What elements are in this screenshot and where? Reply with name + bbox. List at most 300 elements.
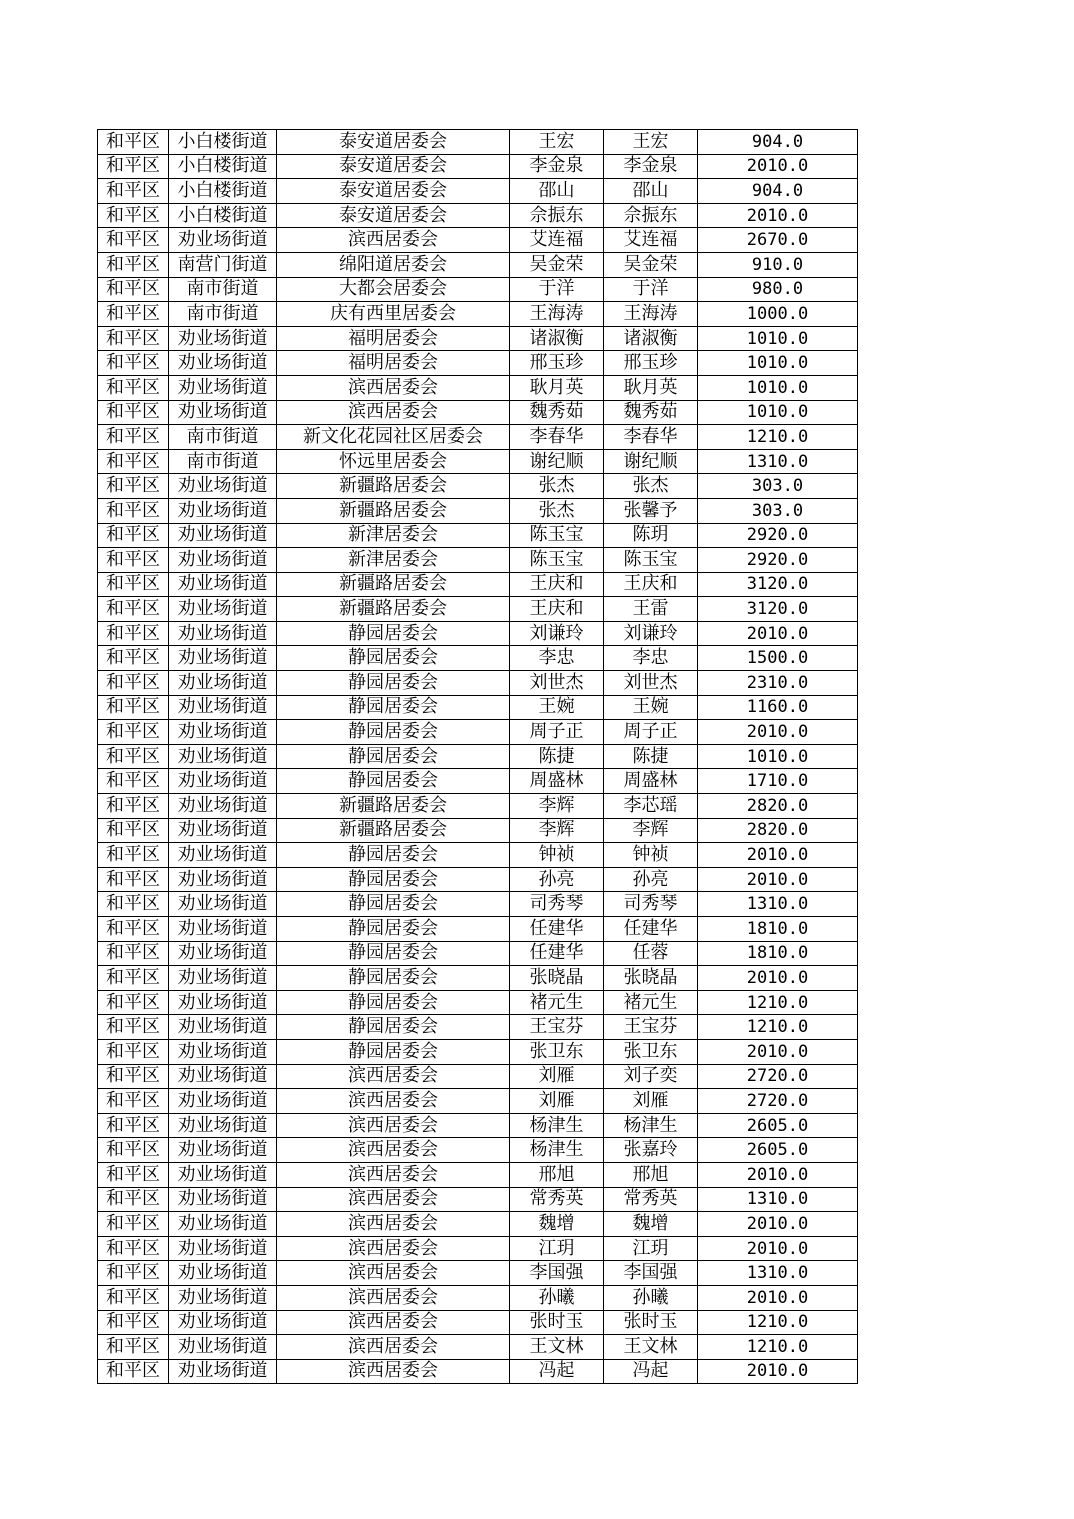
street-cell: 劝业场街道	[169, 1359, 277, 1384]
street-cell: 劝业场街道	[169, 621, 277, 646]
street-cell: 小白楼街道	[169, 203, 277, 228]
table-row	[98, 695, 858, 720]
street-cell: 劝业场街道	[169, 1089, 277, 1114]
household-head-cell: 李忠	[510, 646, 604, 671]
district-cell: 和平区	[98, 917, 169, 942]
amount-cell: 1160.0	[698, 695, 858, 720]
member-cell: 魏秀茹	[604, 400, 698, 425]
table-row	[98, 154, 858, 179]
table-row	[98, 1089, 858, 1114]
street-cell: 劝业场街道	[169, 400, 277, 425]
table-row	[98, 179, 858, 204]
table-row	[98, 498, 858, 523]
street-cell: 劝业场街道	[169, 1138, 277, 1163]
street-cell: 劝业场街道	[169, 572, 277, 597]
member-cell: 任蓉	[604, 941, 698, 966]
amount-cell: 3120.0	[698, 597, 858, 622]
household-head-cell: 刘雁	[510, 1089, 604, 1114]
household-head-cell: 刘雁	[510, 1064, 604, 1089]
district-cell: 和平区	[98, 523, 169, 548]
household-head-cell: 张杰	[510, 498, 604, 523]
committee-cell: 泰安道居委会	[277, 179, 510, 204]
committee-cell: 静园居委会	[277, 917, 510, 942]
district-cell: 和平区	[98, 375, 169, 400]
street-cell: 劝业场街道	[169, 375, 277, 400]
member-cell: 王文林	[604, 1335, 698, 1360]
table-row	[98, 744, 858, 769]
street-cell: 劝业场街道	[169, 794, 277, 819]
member-cell: 李忠	[604, 646, 698, 671]
member-cell: 李国强	[604, 1261, 698, 1286]
member-cell: 张时玉	[604, 1310, 698, 1335]
district-cell: 和平区	[98, 1212, 169, 1237]
street-cell: 南市街道	[169, 425, 277, 450]
amount-cell: 1010.0	[698, 744, 858, 769]
district-cell: 和平区	[98, 326, 169, 351]
committee-cell: 泰安道居委会	[277, 154, 510, 179]
amount-cell: 2010.0	[698, 720, 858, 745]
amount-cell: 1010.0	[698, 351, 858, 376]
member-cell: 陈玥	[604, 523, 698, 548]
committee-cell: 滨西居委会	[277, 1285, 510, 1310]
street-cell: 小白楼街道	[169, 154, 277, 179]
amount-cell: 2605.0	[698, 1138, 858, 1163]
district-cell: 和平区	[98, 843, 169, 868]
household-head-cell: 王庆和	[510, 597, 604, 622]
committee-cell: 新津居委会	[277, 548, 510, 573]
table-row	[98, 1039, 858, 1064]
table-row	[98, 548, 858, 573]
district-cell: 和平区	[98, 302, 169, 327]
member-cell: 邢旭	[604, 1162, 698, 1187]
amount-cell: 1500.0	[698, 646, 858, 671]
committee-cell: 静园居委会	[277, 695, 510, 720]
amount-cell: 2010.0	[698, 867, 858, 892]
amount-cell: 1010.0	[698, 400, 858, 425]
household-head-cell: 王宏	[510, 130, 604, 155]
household-head-cell: 艾连福	[510, 228, 604, 253]
committee-cell: 滨西居委会	[277, 1113, 510, 1138]
district-cell: 和平区	[98, 941, 169, 966]
street-cell: 南营门街道	[169, 252, 277, 277]
amount-cell: 2820.0	[698, 794, 858, 819]
committee-cell: 静园居委会	[277, 646, 510, 671]
committee-cell: 泰安道居委会	[277, 130, 510, 155]
district-cell: 和平区	[98, 449, 169, 474]
amount-cell: 1210.0	[698, 425, 858, 450]
table-row	[98, 867, 858, 892]
district-cell: 和平区	[98, 572, 169, 597]
member-cell: 王婉	[604, 695, 698, 720]
household-head-cell: 张时玉	[510, 1310, 604, 1335]
committee-cell: 新疆路居委会	[277, 818, 510, 843]
district-cell: 和平区	[98, 1015, 169, 1040]
member-cell: 吴金荣	[604, 252, 698, 277]
street-cell: 劝业场街道	[169, 646, 277, 671]
street-cell: 劝业场街道	[169, 228, 277, 253]
district-cell: 和平区	[98, 1335, 169, 1360]
amount-cell: 2010.0	[698, 154, 858, 179]
member-cell: 王宏	[604, 130, 698, 155]
household-head-cell: 任建华	[510, 941, 604, 966]
committee-cell: 静园居委会	[277, 720, 510, 745]
committee-cell: 静园居委会	[277, 966, 510, 991]
street-cell: 劝业场街道	[169, 1113, 277, 1138]
district-cell: 和平区	[98, 498, 169, 523]
amount-cell: 2920.0	[698, 548, 858, 573]
table-row	[98, 769, 858, 794]
committee-cell: 滨西居委会	[277, 1212, 510, 1237]
district-cell: 和平区	[98, 794, 169, 819]
member-cell: 冯起	[604, 1359, 698, 1384]
committee-cell: 新疆路居委会	[277, 597, 510, 622]
table-row	[98, 1212, 858, 1237]
amount-cell: 2010.0	[698, 1039, 858, 1064]
member-cell: 刘雁	[604, 1089, 698, 1114]
committee-cell: 福明居委会	[277, 351, 510, 376]
table-row	[98, 1335, 858, 1360]
amount-cell: 2010.0	[698, 843, 858, 868]
street-cell: 劝业场街道	[169, 1310, 277, 1335]
member-cell: 杨津生	[604, 1113, 698, 1138]
table-row	[98, 892, 858, 917]
district-cell: 和平区	[98, 203, 169, 228]
amount-cell: 1310.0	[698, 1261, 858, 1286]
table-row	[98, 1064, 858, 1089]
district-cell: 和平区	[98, 130, 169, 155]
member-cell: 王庆和	[604, 572, 698, 597]
household-head-cell: 任建华	[510, 917, 604, 942]
household-head-cell: 刘谦玲	[510, 621, 604, 646]
member-cell: 孙亮	[604, 867, 698, 892]
street-cell: 劝业场街道	[169, 1236, 277, 1261]
committee-cell: 泰安道居委会	[277, 203, 510, 228]
household-head-cell: 冯起	[510, 1359, 604, 1384]
street-cell: 劝业场街道	[169, 744, 277, 769]
street-cell: 劝业场街道	[169, 1162, 277, 1187]
household-head-cell: 王庆和	[510, 572, 604, 597]
table-row	[98, 1162, 858, 1187]
committee-cell: 新疆路居委会	[277, 474, 510, 499]
amount-cell: 2010.0	[698, 1212, 858, 1237]
amount-cell: 2010.0	[698, 966, 858, 991]
amount-cell: 1010.0	[698, 375, 858, 400]
member-cell: 陈捷	[604, 744, 698, 769]
district-cell: 和平区	[98, 474, 169, 499]
district-cell: 和平区	[98, 1064, 169, 1089]
table-row	[98, 1285, 858, 1310]
table-row	[98, 597, 858, 622]
street-cell: 南市街道	[169, 449, 277, 474]
member-cell: 佘振东	[604, 203, 698, 228]
member-cell: 王雷	[604, 597, 698, 622]
district-cell: 和平区	[98, 646, 169, 671]
committee-cell: 滨西居委会	[277, 1335, 510, 1360]
committee-cell: 静园居委会	[277, 1039, 510, 1064]
household-head-cell: 李辉	[510, 818, 604, 843]
member-cell: 谢纪顺	[604, 449, 698, 474]
table-row	[98, 277, 858, 302]
household-head-cell: 李辉	[510, 794, 604, 819]
table-row	[98, 302, 858, 327]
household-head-cell: 王文林	[510, 1335, 604, 1360]
table-row	[98, 621, 858, 646]
district-cell: 和平区	[98, 1310, 169, 1335]
table-row	[98, 720, 858, 745]
amount-cell: 904.0	[698, 130, 858, 155]
table-row	[98, 1236, 858, 1261]
table-row	[98, 130, 858, 155]
member-cell: 诸淑衡	[604, 326, 698, 351]
household-head-cell: 常秀英	[510, 1187, 604, 1212]
amount-cell: 1010.0	[698, 326, 858, 351]
street-cell: 劝业场街道	[169, 990, 277, 1015]
district-cell: 和平区	[98, 621, 169, 646]
amount-cell: 2010.0	[698, 621, 858, 646]
amount-cell: 303.0	[698, 498, 858, 523]
amount-cell: 1000.0	[698, 302, 858, 327]
committee-cell: 滨西居委会	[277, 1359, 510, 1384]
member-cell: 李芯瑶	[604, 794, 698, 819]
committee-cell: 滨西居委会	[277, 400, 510, 425]
member-cell: 王宝芬	[604, 1015, 698, 1040]
household-head-cell: 陈捷	[510, 744, 604, 769]
street-cell: 劝业场街道	[169, 1039, 277, 1064]
committee-cell: 滨西居委会	[277, 228, 510, 253]
street-cell: 南市街道	[169, 302, 277, 327]
member-cell: 李金泉	[604, 154, 698, 179]
amount-cell: 2720.0	[698, 1089, 858, 1114]
district-cell: 和平区	[98, 867, 169, 892]
street-cell: 劝业场街道	[169, 1335, 277, 1360]
street-cell: 劝业场街道	[169, 769, 277, 794]
amount-cell: 1310.0	[698, 892, 858, 917]
amount-cell: 980.0	[698, 277, 858, 302]
committee-cell: 静园居委会	[277, 769, 510, 794]
committee-cell: 绵阳道居委会	[277, 252, 510, 277]
street-cell: 劝业场街道	[169, 326, 277, 351]
member-cell: 刘世杰	[604, 671, 698, 696]
committee-cell: 静园居委会	[277, 990, 510, 1015]
household-head-cell: 江玥	[510, 1236, 604, 1261]
amount-cell: 2820.0	[698, 818, 858, 843]
committee-cell: 滨西居委会	[277, 1261, 510, 1286]
street-cell: 劝业场街道	[169, 474, 277, 499]
street-cell: 劝业场街道	[169, 843, 277, 868]
street-cell: 劝业场街道	[169, 867, 277, 892]
table-row	[98, 523, 858, 548]
street-cell: 劝业场街道	[169, 523, 277, 548]
district-cell: 和平区	[98, 252, 169, 277]
street-cell: 劝业场街道	[169, 695, 277, 720]
member-cell: 魏增	[604, 1212, 698, 1237]
committee-cell: 新文化花园社区居委会	[277, 425, 510, 450]
district-cell: 和平区	[98, 1113, 169, 1138]
member-cell: 江玥	[604, 1236, 698, 1261]
household-head-cell: 李春华	[510, 425, 604, 450]
table-row	[98, 252, 858, 277]
amount-cell: 2670.0	[698, 228, 858, 253]
amount-cell: 1810.0	[698, 941, 858, 966]
committee-cell: 静园居委会	[277, 1015, 510, 1040]
member-cell: 任建华	[604, 917, 698, 942]
table-row	[98, 794, 858, 819]
street-cell: 劝业场街道	[169, 351, 277, 376]
member-cell: 周子正	[604, 720, 698, 745]
member-cell: 张馨予	[604, 498, 698, 523]
member-cell: 张杰	[604, 474, 698, 499]
district-cell: 和平区	[98, 769, 169, 794]
district-cell: 和平区	[98, 1359, 169, 1384]
amount-cell: 2920.0	[698, 523, 858, 548]
district-cell: 和平区	[98, 671, 169, 696]
amount-cell: 2720.0	[698, 1064, 858, 1089]
table-row	[98, 646, 858, 671]
street-cell: 劝业场街道	[169, 1064, 277, 1089]
member-cell: 刘子奕	[604, 1064, 698, 1089]
district-cell: 和平区	[98, 1187, 169, 1212]
table-row	[98, 1359, 858, 1384]
committee-cell: 静园居委会	[277, 621, 510, 646]
amount-cell: 1210.0	[698, 990, 858, 1015]
district-cell: 和平区	[98, 990, 169, 1015]
member-cell: 王海涛	[604, 302, 698, 327]
district-cell: 和平区	[98, 1162, 169, 1187]
district-cell: 和平区	[98, 277, 169, 302]
household-head-cell: 周子正	[510, 720, 604, 745]
committee-cell: 滨西居委会	[277, 1064, 510, 1089]
household-head-cell: 李金泉	[510, 154, 604, 179]
street-cell: 小白楼街道	[169, 130, 277, 155]
table-row	[98, 1138, 858, 1163]
household-head-cell: 邢玉珍	[510, 351, 604, 376]
household-head-cell: 陈玉宝	[510, 548, 604, 573]
district-cell: 和平区	[98, 597, 169, 622]
member-cell: 李春华	[604, 425, 698, 450]
district-cell: 和平区	[98, 400, 169, 425]
amount-cell: 1310.0	[698, 1187, 858, 1212]
amount-cell: 2010.0	[698, 1236, 858, 1261]
committee-cell: 新津居委会	[277, 523, 510, 548]
street-cell: 劝业场街道	[169, 671, 277, 696]
street-cell: 劝业场街道	[169, 917, 277, 942]
household-head-cell: 吴金荣	[510, 252, 604, 277]
street-cell: 劝业场街道	[169, 720, 277, 745]
table-row	[98, 1187, 858, 1212]
household-head-cell: 张晓晶	[510, 966, 604, 991]
district-cell: 和平区	[98, 154, 169, 179]
district-cell: 和平区	[98, 892, 169, 917]
amount-cell: 1210.0	[698, 1015, 858, 1040]
amount-cell: 2310.0	[698, 671, 858, 696]
table-row	[98, 966, 858, 991]
amount-cell: 1310.0	[698, 449, 858, 474]
household-head-cell: 张杰	[510, 474, 604, 499]
amount-cell: 2010.0	[698, 203, 858, 228]
data-table	[97, 129, 858, 1384]
amount-cell: 2605.0	[698, 1113, 858, 1138]
household-head-cell: 魏秀茹	[510, 400, 604, 425]
district-cell: 和平区	[98, 228, 169, 253]
amount-cell: 1210.0	[698, 1335, 858, 1360]
household-head-cell: 王婉	[510, 695, 604, 720]
member-cell: 耿月英	[604, 375, 698, 400]
household-head-cell: 张卫东	[510, 1039, 604, 1064]
member-cell: 周盛林	[604, 769, 698, 794]
member-cell: 钟祯	[604, 843, 698, 868]
member-cell: 陈玉宝	[604, 548, 698, 573]
committee-cell: 静园居委会	[277, 744, 510, 769]
committee-cell: 滨西居委会	[277, 1187, 510, 1212]
household-head-cell: 邵山	[510, 179, 604, 204]
table-row	[98, 375, 858, 400]
district-cell: 和平区	[98, 1261, 169, 1286]
household-head-cell: 褚元生	[510, 990, 604, 1015]
street-cell: 劝业场街道	[169, 548, 277, 573]
member-cell: 张嘉玲	[604, 1138, 698, 1163]
table-row	[98, 1113, 858, 1138]
member-cell: 艾连福	[604, 228, 698, 253]
member-cell: 李辉	[604, 818, 698, 843]
committee-cell: 滨西居委会	[277, 1310, 510, 1335]
committee-cell: 福明居委会	[277, 326, 510, 351]
amount-cell: 2010.0	[698, 1162, 858, 1187]
committee-cell: 怀远里居委会	[277, 449, 510, 474]
district-cell: 和平区	[98, 695, 169, 720]
committee-cell: 滨西居委会	[277, 1236, 510, 1261]
street-cell: 劝业场街道	[169, 597, 277, 622]
district-cell: 和平区	[98, 1285, 169, 1310]
table-row	[98, 671, 858, 696]
household-head-cell: 诸淑衡	[510, 326, 604, 351]
committee-cell: 静园居委会	[277, 843, 510, 868]
table-row	[98, 425, 858, 450]
table-row	[98, 351, 858, 376]
committee-cell: 静园居委会	[277, 892, 510, 917]
table-row	[98, 1015, 858, 1040]
district-cell: 和平区	[98, 548, 169, 573]
table-row	[98, 941, 858, 966]
street-cell: 劝业场街道	[169, 1285, 277, 1310]
household-head-cell: 李国强	[510, 1261, 604, 1286]
amount-cell: 303.0	[698, 474, 858, 499]
street-cell: 劝业场街道	[169, 892, 277, 917]
table-row	[98, 474, 858, 499]
household-head-cell: 于洋	[510, 277, 604, 302]
committee-cell: 滨西居委会	[277, 1162, 510, 1187]
street-cell: 劝业场街道	[169, 498, 277, 523]
district-cell: 和平区	[98, 720, 169, 745]
member-cell: 刘谦玲	[604, 621, 698, 646]
table-row	[98, 572, 858, 597]
table-row	[98, 818, 858, 843]
table-row	[98, 228, 858, 253]
household-head-cell: 孙曦	[510, 1285, 604, 1310]
committee-cell: 新疆路居委会	[277, 498, 510, 523]
table-row	[98, 843, 858, 868]
committee-cell: 静园居委会	[277, 867, 510, 892]
household-head-cell: 佘振东	[510, 203, 604, 228]
amount-cell: 904.0	[698, 179, 858, 204]
district-cell: 和平区	[98, 179, 169, 204]
district-cell: 和平区	[98, 1236, 169, 1261]
table-row	[98, 203, 858, 228]
amount-cell: 3120.0	[698, 572, 858, 597]
street-cell: 南市街道	[169, 277, 277, 302]
street-cell: 劝业场街道	[169, 1187, 277, 1212]
amount-cell: 2010.0	[698, 1359, 858, 1384]
committee-cell: 滨西居委会	[277, 375, 510, 400]
